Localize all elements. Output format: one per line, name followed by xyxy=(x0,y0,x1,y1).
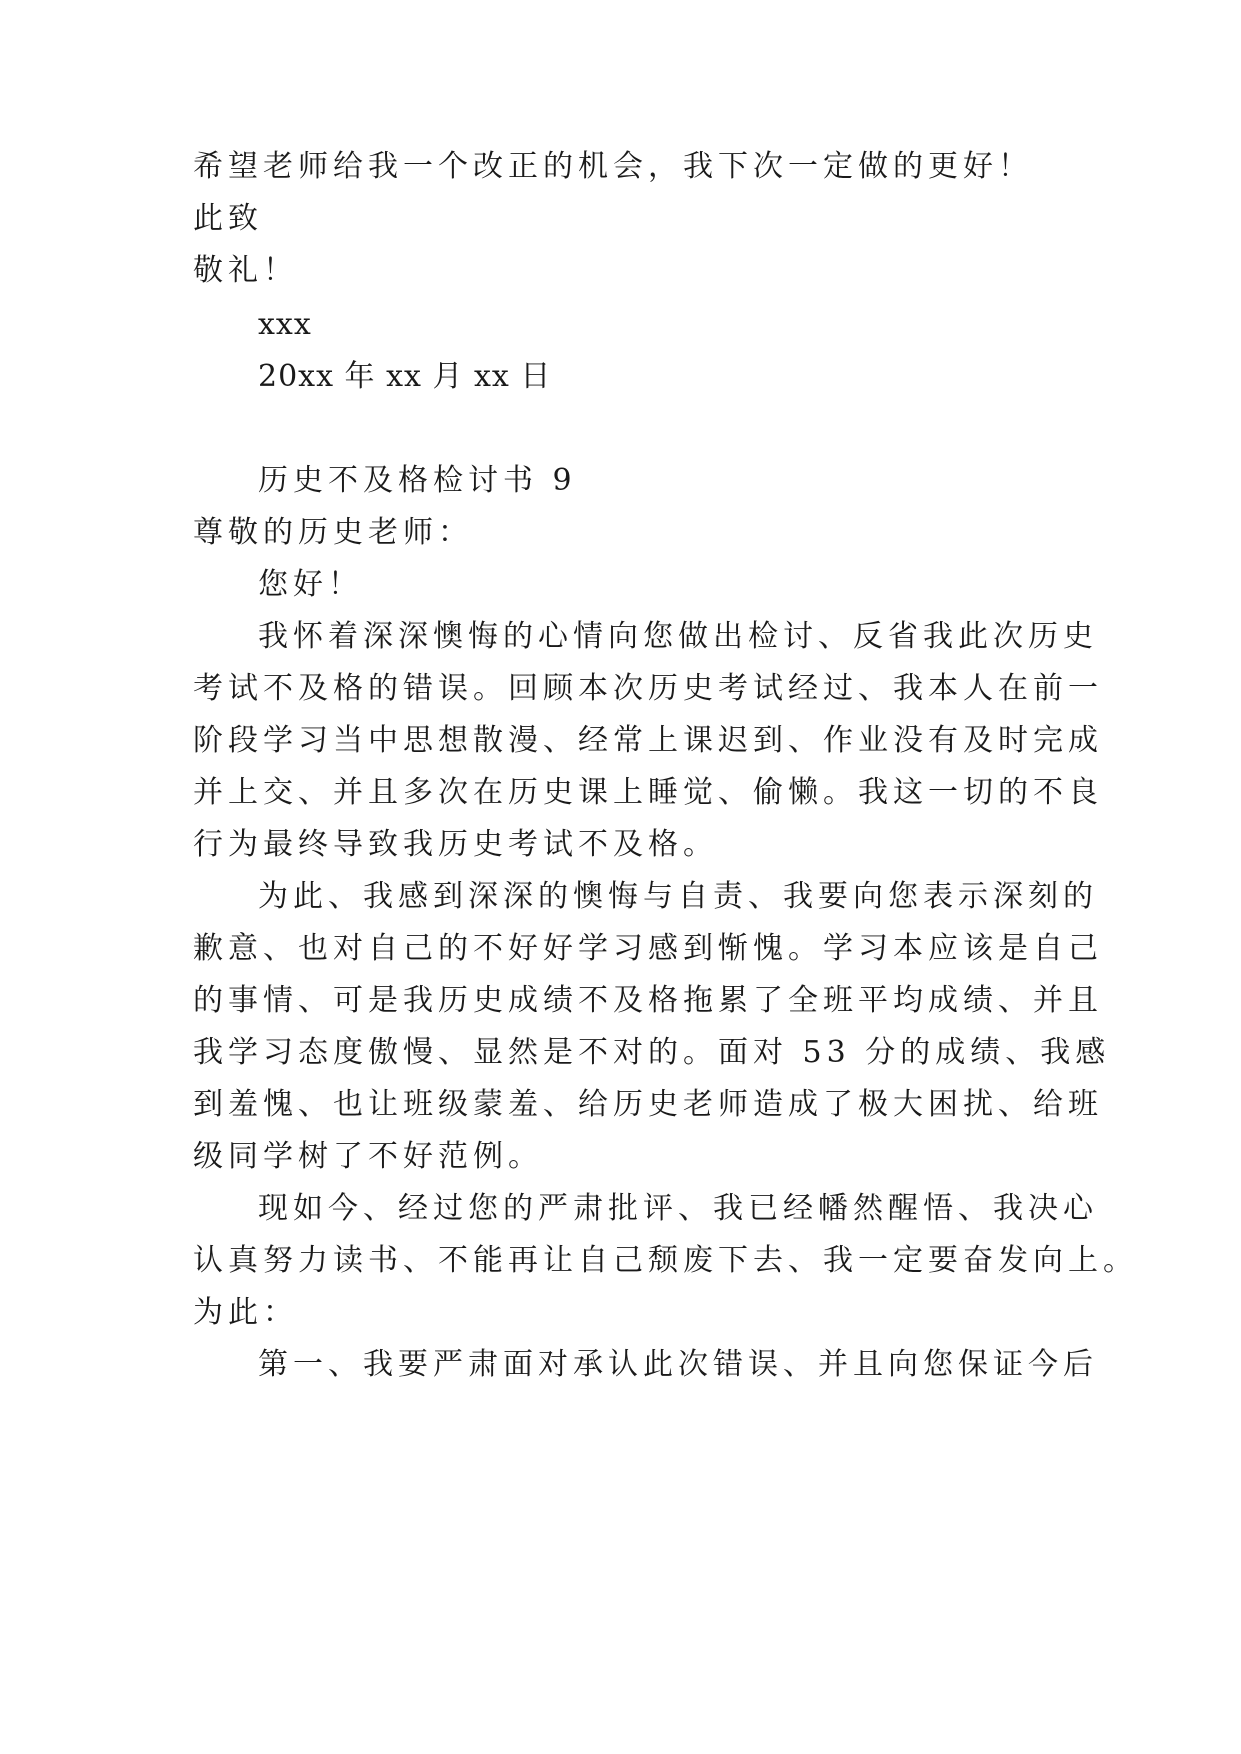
paragraph-line: 认真努力读书、不能再让自己颓废下去、我一定要奋发向上。 xyxy=(193,1243,1138,1278)
paragraph-line: 级同学树了不好范例。 xyxy=(193,1139,543,1174)
paragraph-line: 为此： xyxy=(193,1295,298,1330)
closing-hope-line: 希望老师给我一个改正的机会，我下次一定做的更好！ xyxy=(193,149,1033,184)
paragraph-line: 为此、我感到深深的懊悔与自责、我要向您表示深刻的 xyxy=(258,879,1098,914)
section-title: 历史不及格检讨书 9 xyxy=(258,463,577,498)
paragraph-line: 考试不及格的错误。回顾本次历史考试经过、我本人在前一 xyxy=(193,671,1103,706)
greeting: 您好！ xyxy=(258,567,363,602)
paragraph-line: 并上交、并且多次在历史课上睡觉、偷懒。我这一切的不良 xyxy=(193,775,1103,810)
salutation: 尊敬的历史老师： xyxy=(193,515,473,550)
paragraph-line: 我学习态度傲慢、显然是不对的。面对 53 分的成绩、我感 xyxy=(193,1035,1111,1070)
paragraph-line: 我怀着深深懊悔的心情向您做出检讨、反省我此次历史 xyxy=(258,619,1098,654)
paragraph-line: 的事情、可是我历史成绩不及格拖累了全班平均成绩、并且 xyxy=(193,983,1103,1018)
date-line: 20xx 年 xx 月 xx 日 xyxy=(258,359,552,394)
closing-jingli: 敬礼！ xyxy=(193,253,298,288)
paragraph-line: 现如今、经过您的严肃批评、我已经幡然醒悟、我决心 xyxy=(258,1191,1098,1226)
closing-cizhi: 此致 xyxy=(193,201,263,236)
paragraph-line: 行为最终导致我历史考试不及格。 xyxy=(193,827,718,862)
paragraph-line: 第一、我要严肃面对承认此次错误、并且向您保证今后 xyxy=(258,1347,1098,1382)
paragraph-line: 歉意、也对自己的不好好学习感到惭愧。学习本应该是自己 xyxy=(193,931,1103,966)
signature: xxx xyxy=(258,307,312,342)
paragraph-line: 阶段学习当中思想散漫、经常上课迟到、作业没有及时完成 xyxy=(193,723,1103,758)
paragraph-line: 到羞愧、也让班级蒙羞、给历史老师造成了极大困扰、给班 xyxy=(193,1087,1103,1122)
